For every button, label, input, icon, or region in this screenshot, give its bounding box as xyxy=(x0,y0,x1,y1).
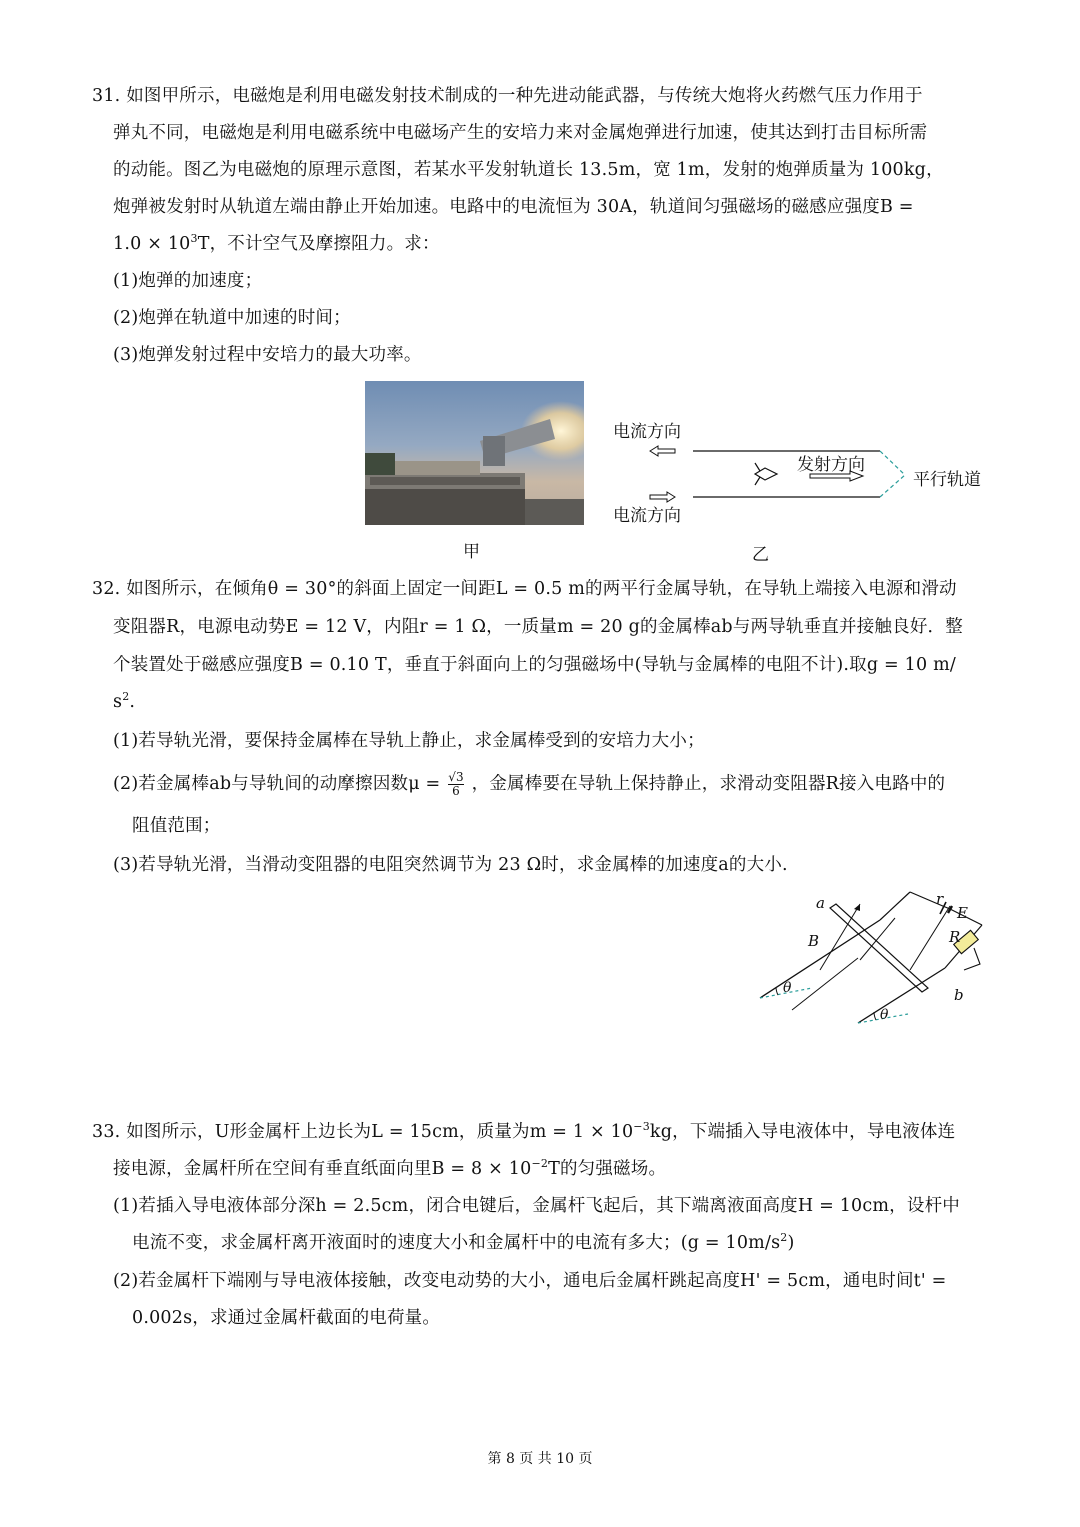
label-E: E xyxy=(957,904,968,922)
metal-rod-ab xyxy=(830,904,928,992)
mu-fraction: $\frac{√3}{6}$ xyxy=(448,770,464,798)
railgun-photo xyxy=(365,381,584,525)
upper-wire-mid xyxy=(910,892,938,904)
inclined-rails-diagram xyxy=(750,880,1000,1030)
q32-line-4: $s^2$. xyxy=(113,690,136,712)
q31-line-1: 31. 如图甲所示，电磁炮是利用电磁发射技术制成的一种先进动能武器，与传统大炮将火药燃气压力作用于 xyxy=(92,86,923,106)
q32-line-3: 个装置处于磁感应强度B = 0.10 T，垂直于斜面向上的匀强磁场中(导轨与金属棒的电阻不计).取g = 10 m/ xyxy=(113,655,956,675)
rail-pointer-bottom xyxy=(880,475,905,497)
q31-line-4: 炮弹被发射时从轨道左端由静止开始加速。电路中的电流恒为 30A，轨道间匀强磁场的磁感应强度B = xyxy=(113,197,914,217)
upper-wire-left xyxy=(880,892,910,920)
magnetic-field-arrows xyxy=(820,904,950,970)
current-arrow-right-icon xyxy=(650,492,675,502)
label-r: r xyxy=(936,890,944,908)
angle-arc-1 xyxy=(776,987,778,995)
parallel-rails-label: 平行轨道 xyxy=(913,470,981,490)
q31-line-5: $1.0 \times 10^3T$，不计空气及摩擦阻力。求： xyxy=(113,232,440,254)
railgun-photo-illustration xyxy=(365,381,584,525)
theta-label-1: θ xyxy=(783,980,792,996)
q33-line-1: 33. 如图所示，U形金属杆上边长为L = 15cm，质量为$m = 1 \times 10^{-3}kg$，下端插入导电液体中，导电液体连 xyxy=(92,1120,956,1142)
q32-line-2: 变阻器R，电源电动势E = 12 V，内阻r = 1 Ω，一质量m = 20 g的金属棒ab与两导轨垂直并接触良好．整 xyxy=(113,617,963,637)
label-B: B xyxy=(808,932,820,950)
current-direction-bottom-label: 电流方向 xyxy=(613,506,681,526)
q33-sub-1-cont: 电流不变，求金属杆离开液面时的速度大小和金属杆中的电流有多大；$(g = 10m/s^2)$ xyxy=(132,1231,795,1253)
figure-yi-label: 乙 xyxy=(752,545,769,565)
q32-sub-2: (2)若金属棒ab与导轨间的动摩擦因数μ = $\frac{√3}{6}$ ，金属棒要在导轨上保持静止，求滑动变阻器R接入电路中的 xyxy=(113,770,946,798)
q31-sub-3: (3)炮弹发射过程中安培力的最大功率。 xyxy=(113,345,422,365)
q32-line-1: 32. 如图所示，在倾角θ = 30°的斜面上固定一间距L = 0.5 m的两平行金属导轨，在导轨上端接入电源和滑动 xyxy=(92,579,957,599)
theta-label-2: θ xyxy=(880,1007,889,1023)
launch-direction-label: 发射方向 xyxy=(797,455,865,475)
q33-sub-2-cont: 0.002s，求通过金属杆截面的电荷量。 xyxy=(132,1308,441,1328)
q31-sub-1: (1)炮弹的加速度； xyxy=(113,271,263,291)
page-footer: 第 8 页 共 10 页 xyxy=(487,1451,593,1467)
q33-line-2: 接电源，金属杆所在空间有垂直纸面向里$B = 8 \times 10^{-2}T$的匀强磁场。 xyxy=(113,1157,667,1179)
angle-arc-2 xyxy=(874,1012,876,1020)
q32-sub-3: (3)若导轨光滑，当滑动变阻器的电阻突然调节为 23 Ω时，求金属棒的加速度a的大小. xyxy=(113,855,788,875)
label-b: b xyxy=(954,986,964,1004)
current-arrow-left-icon xyxy=(650,446,675,456)
q33-sub-1: (1)若插入导电液体部分深h = 2.5cm，闭合电键后，金属杆飞起后，其下端离液面高度H = 10cm，设杆中 xyxy=(113,1196,960,1216)
q32-sub-1: (1)若导轨光滑，要保持金属棒在导轨上静止，求金属棒受到的安培力大小； xyxy=(113,731,705,751)
label-a: a xyxy=(816,894,825,912)
rail-pointer-top xyxy=(880,451,905,475)
left-rail xyxy=(760,920,880,998)
projectile-icon xyxy=(755,463,777,485)
current-direction-top-label: 电流方向 xyxy=(613,422,681,442)
q31-sub-2: (2)炮弹在轨道中加速的时间； xyxy=(113,308,351,328)
railgun-schematic xyxy=(605,415,995,545)
rod-marker xyxy=(792,958,858,1010)
figure-jia-label: 甲 xyxy=(463,542,480,562)
q31-line-3: 的动能。图乙为电磁炮的原理示意图，若某水平发射轨道长 13.5m，宽 1m，发射的炮弹质量为 100kg， xyxy=(113,160,944,180)
label-R: R xyxy=(949,928,961,946)
q33-sub-2: (2)若金属杆下端刚与导电液体接触，改变电动势的大小，通电后金属杆跳起高度H' = 5cm，通电时间t' = xyxy=(113,1271,947,1291)
q32-sub-2-cont: 阻值范围； xyxy=(132,816,221,836)
q31-line-2: 弹丸不同，电磁炮是利用电磁系统中电磁场产生的安培力来对金属炮弹进行加速，使其达到打击目标所需 xyxy=(113,123,928,143)
